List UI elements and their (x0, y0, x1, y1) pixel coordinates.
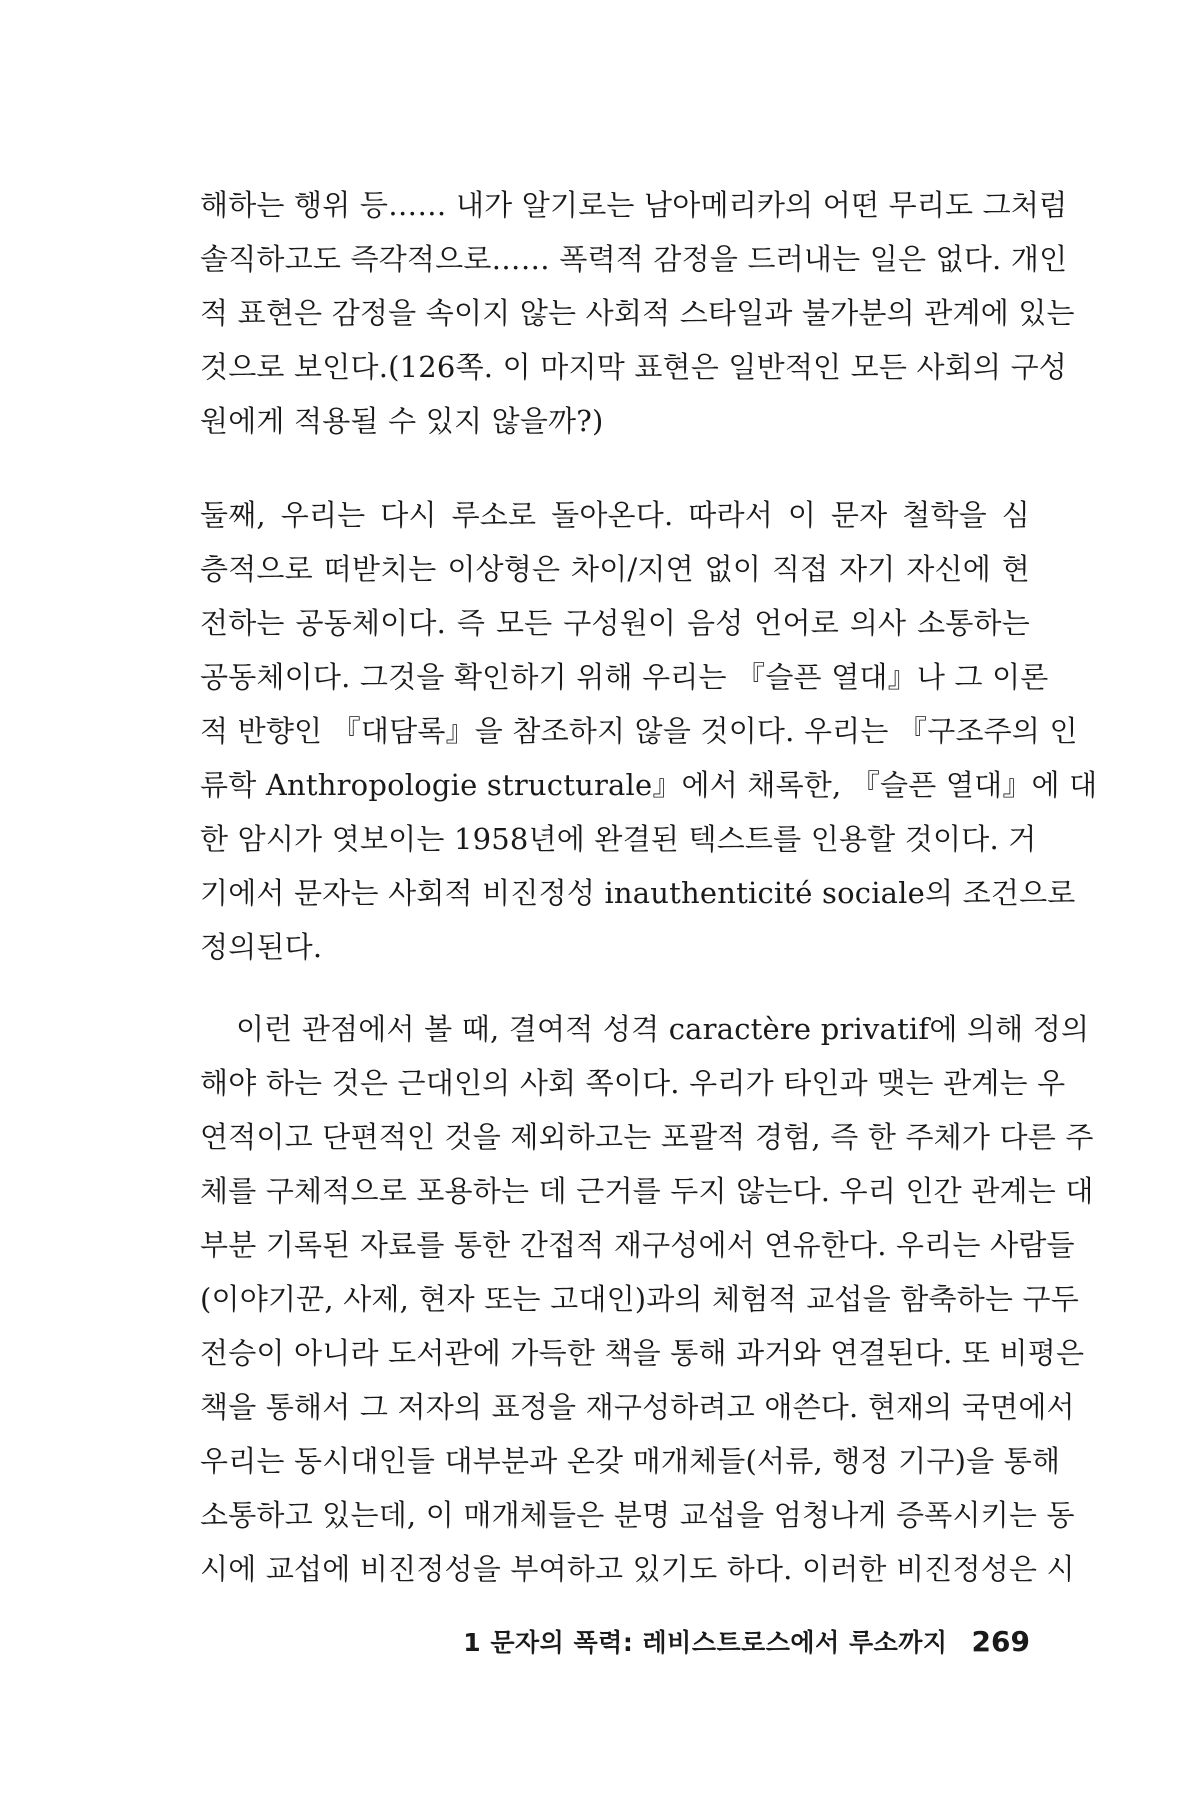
quote-line: 적 표현은 감정을 속이지 않는 사회적 스타일과 불가분의 관계에 있는 (200, 296, 1075, 330)
paragraph-line: 적 반향인 『대담록』을 참조하지 않을 것이다. 우리는 『구조주의 인 (200, 714, 1078, 748)
quote-line: 소통하고 있는데, 이 매개체들은 분명 교섭을 엄청나게 증폭시키는 동 (200, 1498, 1075, 1532)
chapter-title: 1 문자의 폭력: 레비스트로스에서 루소까지 (463, 1628, 948, 1657)
quote-line: 이런 관점에서 볼 때, 결여적 성격 caractère privatif에 의해 정의 (236, 1012, 1090, 1046)
block-quote-2 (200, 1002, 1094, 1596)
quote-line: 해하는 행위 등…… 내가 알기로는 남아메리카의 어떤 무리도 그처럼 (200, 188, 1068, 222)
running-footer (200, 1622, 1030, 1662)
paragraph-line: 층적으로 떠받치는 이상형은 차이/지연 없이 직접 자기 자신에 현 (200, 552, 1030, 586)
paragraph-line: 류학 Anthropologie structurale』에서 채록한, 『슬픈 열대』에 대 (200, 768, 1098, 802)
page-number: 269 (971, 1625, 1030, 1658)
quote-line: 연적이고 단편적인 것을 제외하고는 포괄적 경험, 즉 한 주체가 다른 주 (200, 1120, 1094, 1154)
quote-line: 것으로 보인다.(126쪽. 이 마지막 표현은 일반적인 모든 사회의 구성 (200, 350, 1067, 384)
quote-line: 원에게 적용될 수 있지 않을까?) (200, 404, 604, 438)
quote-line: 부분 기록된 자료를 통한 간접적 재구성에서 연유한다. 우리는 사람들 (200, 1228, 1075, 1262)
quote-line: 해야 하는 것은 근대인의 사회 쪽이다. 우리가 타인과 맺는 관계는 우 (200, 1066, 1066, 1100)
paragraph-line: 둘째, 우리는 다시 루소로 돌아온다. 따라서 이 문자 철학을 심 (200, 498, 1030, 532)
paragraph-line: 공동체이다. 그것을 확인하기 위해 우리는 『슬픈 열대』나 그 이론 (200, 660, 1049, 694)
quote-line: 솔직하고도 즉각적으로…… 폭력적 감정을 드러내는 일은 없다. 개인 (200, 242, 1068, 276)
quote-line: 책을 통해서 그 저자의 표정을 재구성하려고 애쓴다. 현재의 국면에서 (200, 1390, 1075, 1424)
quote-line: 시에 교섭에 비진정성을 부여하고 있기도 하다. 이러한 비진정성은 시 (200, 1552, 1075, 1586)
quote-line: 우리는 동시대인들 대부분과 온갖 매개체들(서류, 행정 기구)을 통해 (200, 1444, 1061, 1478)
paragraph-line: 전하는 공동체이다. 즉 모든 구성원이 음성 언어로 의사 소통하는 (200, 606, 1030, 640)
body-paragraph-1 (200, 488, 1098, 974)
paragraph-line: 정의된다. (200, 930, 323, 964)
quote-line: (이야기꾼, 사제, 현자 또는 고대인)과의 체험적 교섭을 함축하는 구두 (200, 1282, 1079, 1316)
paragraph-line: 한 암시가 엿보이는 1958년에 완결된 텍스트를 인용할 것이다. 거 (200, 822, 1037, 856)
block-quote (200, 178, 1075, 448)
quote-line: 전승이 아니라 도서관에 가득한 책을 통해 과거와 연결된다. 또 비평은 (200, 1336, 1085, 1370)
quote-line: 체를 구체적으로 포용하는 데 근거를 두지 않는다. 우리 인간 관계는 대 (200, 1174, 1094, 1208)
paragraph-line: 기에서 문자는 사회적 비진정성 inauthenticité sociale의 조건으로 (200, 876, 1076, 910)
